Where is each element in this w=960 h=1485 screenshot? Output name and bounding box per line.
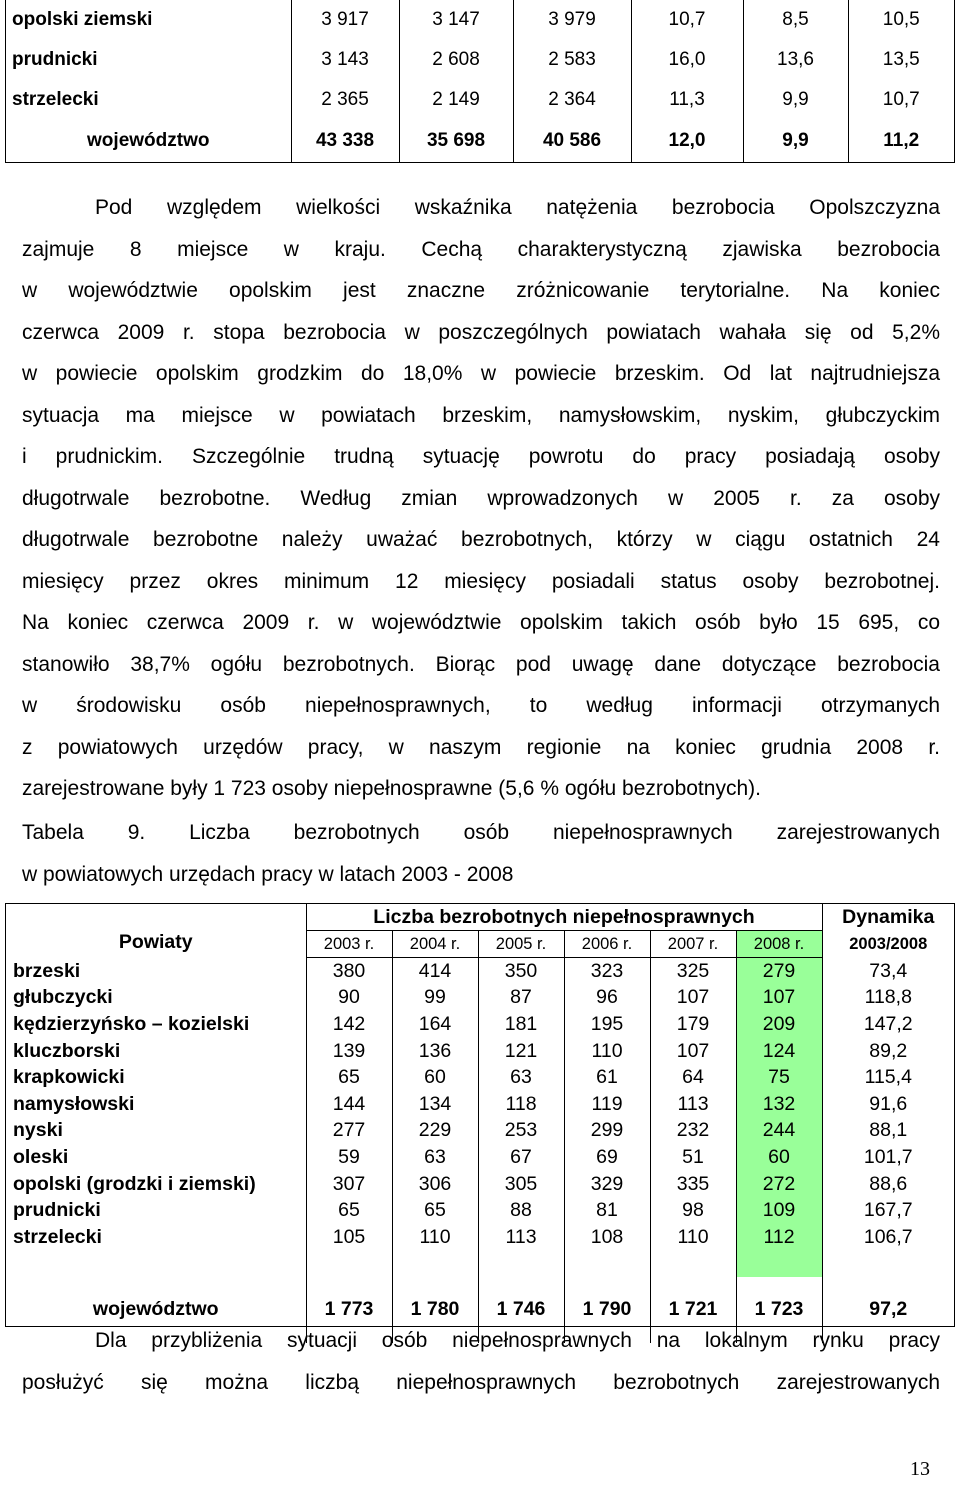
table-cell: 124 [736, 1038, 822, 1065]
row-name: namysłowski [6, 1091, 306, 1118]
header-year: 2005 r. [478, 931, 564, 958]
row-name: opolski ziemski [6, 0, 291, 40]
table-cell: 105 [306, 1224, 392, 1251]
table-cell: 87 [478, 985, 564, 1012]
table-cell: 13,5 [882, 49, 920, 70]
table-cell: 8,5 [743, 0, 848, 40]
row-name: oleski [6, 1144, 306, 1171]
table-cell: 67 [478, 1144, 564, 1171]
row-name: brzeski [6, 958, 306, 985]
table-cell: 380 [306, 958, 392, 985]
text-line: posłużyć się można liczbą niepełnosprawnych bezrobotnych zarejestrowanych [22, 1370, 940, 1394]
table-cell: 12,0 [631, 120, 743, 162]
table-header-row [6, 904, 954, 931]
header-year: 2007 r. [650, 931, 736, 958]
table-cell: 3 917 [291, 0, 399, 40]
header-year: 2004 r. [392, 931, 478, 958]
text-line: zajmuje 8 miejsce w kraju. Cechą charakterystyczną zjawiska bezrobocia [22, 237, 940, 261]
table-cell: 109 [736, 1197, 822, 1224]
total-row [6, 120, 954, 162]
table-cell: 65 [306, 1197, 392, 1224]
header-year: 2008 r. [736, 931, 822, 958]
text-line: zarejestrowane były 1 723 osoby niepełnosprawne (5,6 % ogółu bezrobotnych). [22, 777, 761, 800]
table-cell: 65 [392, 1197, 478, 1224]
table-cell: 110 [392, 1224, 478, 1251]
text-line: w środowisku osób niepełnosprawnych, to według informacji otrzymanych [22, 694, 940, 717]
header-dynamika: Dynamika [842, 905, 935, 928]
table-cell: 43 338 [291, 120, 399, 162]
table-cell: 64 [650, 1064, 736, 1091]
text-line: długotrwale bezrobotne należy uważać bezrobotnych, którzy w ciągu ostatnich 24 [22, 528, 940, 551]
text-line: długotrwale bezrobotne. Według zmian wprowadzonych w 2005 r. za osoby [22, 486, 940, 510]
dynamics-cell: 88,1 [869, 1119, 908, 1142]
table-cell: 350 [478, 958, 564, 985]
text-line: Dla przybliżenia sytuacji osób niepełnosprawnych na lokalnym rynku pracy [95, 1329, 940, 1352]
table-cell: 3 143 [291, 40, 399, 80]
table-cell: 9,9 [743, 80, 848, 120]
row-name: prudnicki [6, 40, 291, 80]
table-cell: 132 [736, 1091, 822, 1118]
text-line: stanowiło 38,7% ogółu bezrobotnych. Biorąc pod uwagę dane dotyczące bezrobocia [22, 652, 940, 676]
table-cell: 112 [736, 1224, 822, 1251]
spacer-cell [650, 1251, 736, 1277]
table-row [6, 1064, 954, 1091]
row-name: województwo [6, 120, 291, 162]
spacer-cell [6, 1251, 306, 1277]
table-cell: 88 [478, 1197, 564, 1224]
table-row [6, 1011, 954, 1038]
table-cell: 51 [650, 1144, 736, 1171]
spacer-cell [822, 1251, 954, 1277]
header-year: 2003 r. [306, 931, 392, 958]
table-row [6, 1144, 954, 1171]
caption-line: w powiatowych urzędach pracy w latach 2003 - 2008 [22, 862, 514, 886]
table-cell: 325 [650, 958, 736, 985]
table-cell: 134 [392, 1091, 478, 1118]
text-line: z powiatowych urzędów pracy, w naszym regionie na koniec grudnia 2008 r. [22, 735, 940, 759]
table-row [6, 1171, 954, 1198]
text-line: miesięcy przez okres minimum 12 miesięcy posiadali status osoby bezrobotnej. [22, 569, 940, 593]
body-paragraph [22, 1320, 940, 1403]
spacer-cell [306, 1251, 392, 1277]
table-cell: 2 608 [399, 40, 513, 80]
table-cell: 60 [392, 1064, 478, 1091]
table-row [6, 985, 954, 1012]
table-cell: 96 [564, 985, 650, 1012]
table-cell: 107 [650, 1038, 736, 1065]
dynamics-cell: 88,6 [869, 1172, 908, 1195]
table-cell: 1 780 [392, 1277, 478, 1343]
table-row [6, 1118, 954, 1145]
table-cell: 61 [564, 1064, 650, 1091]
table-cell: 113 [650, 1091, 736, 1118]
page-number: 13 [910, 1458, 930, 1480]
table-cell: 10,7 [631, 0, 743, 40]
table-cell: 335 [650, 1171, 736, 1198]
table-cell: 307 [306, 1171, 392, 1198]
table-cell: 1 773 [306, 1277, 392, 1343]
table-cell: 10,5 [882, 9, 920, 30]
table-cell: 2 583 [513, 40, 631, 80]
row-name: województwo [6, 1277, 306, 1343]
caption-line: Tabela 9. Liczba bezrobotnych osób niepełnosprawnych zarejestrowanych [22, 821, 940, 844]
table-cell: 110 [650, 1224, 736, 1251]
table-cell: 181 [478, 1011, 564, 1038]
dynamics-cell: 97,2 [869, 1298, 908, 1321]
table-cell: 305 [478, 1171, 564, 1198]
row-name: nyski [6, 1118, 306, 1145]
table-cell: 1 790 [564, 1277, 650, 1343]
spacer-cell [564, 1251, 650, 1277]
row-name: kędzierzyńsko – kozielski [6, 1011, 306, 1038]
table-cell: 142 [306, 1011, 392, 1038]
table-cell: 279 [736, 958, 822, 985]
dynamics-cell: 89,2 [869, 1039, 908, 1062]
text-line: i prudnickim. Szczególnie trudną sytuację powrotu do pracy posiadają osoby [22, 445, 940, 468]
dynamics-cell: 118,8 [864, 986, 912, 1009]
table-caption [22, 812, 940, 895]
table-cell: 75 [736, 1064, 822, 1091]
table-cell: 136 [392, 1038, 478, 1065]
table-cell: 3 147 [399, 0, 513, 40]
table-cell: 299 [564, 1118, 650, 1145]
text-line: sytuacja ma miejsce w powiatach brzeskim, namysłowskim, nyskim, głubczyckim [22, 403, 940, 427]
spacer-row [6, 1251, 954, 1277]
table-cell: 10,7 [882, 89, 920, 110]
table-cell: 13,6 [743, 40, 848, 80]
table-cell: 306 [392, 1171, 478, 1198]
spacer-cell [392, 1251, 478, 1277]
dynamics-cell: 106,7 [863, 1225, 913, 1248]
table-cell: 63 [478, 1064, 564, 1091]
dynamics-cell: 167,7 [863, 1199, 913, 1222]
table-cell: 329 [564, 1171, 650, 1198]
table-cell: 98 [650, 1197, 736, 1224]
table-cell: 164 [392, 1011, 478, 1038]
table-cell: 139 [306, 1038, 392, 1065]
row-name: strzelecki [6, 80, 291, 120]
disabled-unemployed-table [5, 903, 955, 1327]
table-row [6, 1091, 954, 1118]
dynamics-cell: 115,4 [864, 1066, 912, 1089]
table-cell: 244 [736, 1118, 822, 1145]
table-cell: 9,9 [743, 120, 848, 162]
table-row [6, 1224, 954, 1251]
spacer-cell [736, 1251, 822, 1277]
table-cell: 2 364 [513, 80, 631, 120]
header-year: 2006 r. [564, 931, 650, 958]
table-cell: 69 [564, 1144, 650, 1171]
header-dynamika-range: 2003/2008 [849, 934, 928, 953]
row-name: kluczborski [6, 1038, 306, 1065]
table-cell: 1 746 [478, 1277, 564, 1343]
dynamics-cell: 91,6 [869, 1092, 908, 1115]
table-cell: 1 723 [736, 1277, 822, 1343]
table-cell: 110 [564, 1038, 650, 1065]
table-cell: 209 [736, 1011, 822, 1038]
text-line: w województwie opolskim jest znaczne zróżnicowanie terytorialne. Na koniec [22, 279, 940, 302]
table-cell: 107 [736, 985, 822, 1012]
table-cell: 2 365 [291, 80, 399, 120]
table-cell: 3 979 [513, 0, 631, 40]
table-cell: 113 [478, 1224, 564, 1251]
table-cell: 323 [564, 958, 650, 985]
table-cell: 59 [306, 1144, 392, 1171]
regional-unemployment-table [5, 0, 955, 163]
table-cell: 179 [650, 1011, 736, 1038]
table-row [6, 1197, 954, 1224]
table-cell: 11,2 [883, 130, 920, 151]
table-cell: 144 [306, 1091, 392, 1118]
table-row [6, 80, 954, 120]
row-name: głubczycki [6, 985, 306, 1012]
table-cell: 108 [564, 1224, 650, 1251]
table-cell: 16,0 [631, 40, 743, 80]
table-cell: 414 [392, 958, 478, 985]
table-row [6, 40, 954, 80]
row-name: prudnicki [6, 1197, 306, 1224]
row-name: opolski (grodzki i ziemski) [6, 1171, 306, 1198]
text-line: w powiecie opolskim grodzkim do 18,0% w powiecie brzeskim. Od lat najtrudniejsza [22, 362, 940, 385]
header-powiaty: Powiaty [6, 904, 306, 958]
header-group: Liczba bezrobotnych niepełnosprawnych [306, 904, 822, 931]
dynamics-cell: 147,2 [863, 1012, 913, 1035]
table-cell: 60 [736, 1144, 822, 1171]
table-cell: 99 [392, 985, 478, 1012]
row-name: strzelecki [6, 1224, 306, 1251]
table-cell: 277 [306, 1118, 392, 1145]
table-cell: 2 149 [399, 80, 513, 120]
table-cell: 232 [650, 1118, 736, 1145]
table-cell: 35 698 [399, 120, 513, 162]
table-cell: 253 [478, 1118, 564, 1145]
text-line: Pod względem wielkości wskaźnika natężenia bezrobocia Opolszczyzna [95, 196, 940, 219]
table-cell: 65 [306, 1064, 392, 1091]
table-cell: 63 [392, 1144, 478, 1171]
text-line: Na koniec czerwca 2009 r. w województwie opolskim takich osób było 15 695, co [22, 611, 940, 634]
table-cell: 272 [736, 1171, 822, 1198]
table-cell: 119 [564, 1091, 650, 1118]
table-cell: 40 586 [513, 120, 631, 162]
table-cell: 90 [306, 985, 392, 1012]
table-cell: 195 [564, 1011, 650, 1038]
table-cell: 1 721 [650, 1277, 736, 1343]
table-cell: 81 [564, 1197, 650, 1224]
dynamics-cell: 101,7 [863, 1145, 913, 1168]
text-line: czerwca 2009 r. stopa bezrobocia w poszczególnych powiatach wahała się od 5,2% [22, 320, 940, 344]
dynamics-cell: 73,4 [869, 959, 908, 982]
table-row [6, 0, 954, 40]
table-cell: 107 [650, 985, 736, 1012]
body-paragraph [22, 187, 940, 810]
table-cell: 11,3 [631, 80, 743, 120]
table-cell: 121 [478, 1038, 564, 1065]
spacer-cell [478, 1251, 564, 1277]
table-cell: 118 [478, 1091, 564, 1118]
table-row [6, 1038, 954, 1065]
table-cell: 229 [392, 1118, 478, 1145]
row-name: krapkowicki [6, 1064, 306, 1091]
table-row [6, 958, 954, 985]
